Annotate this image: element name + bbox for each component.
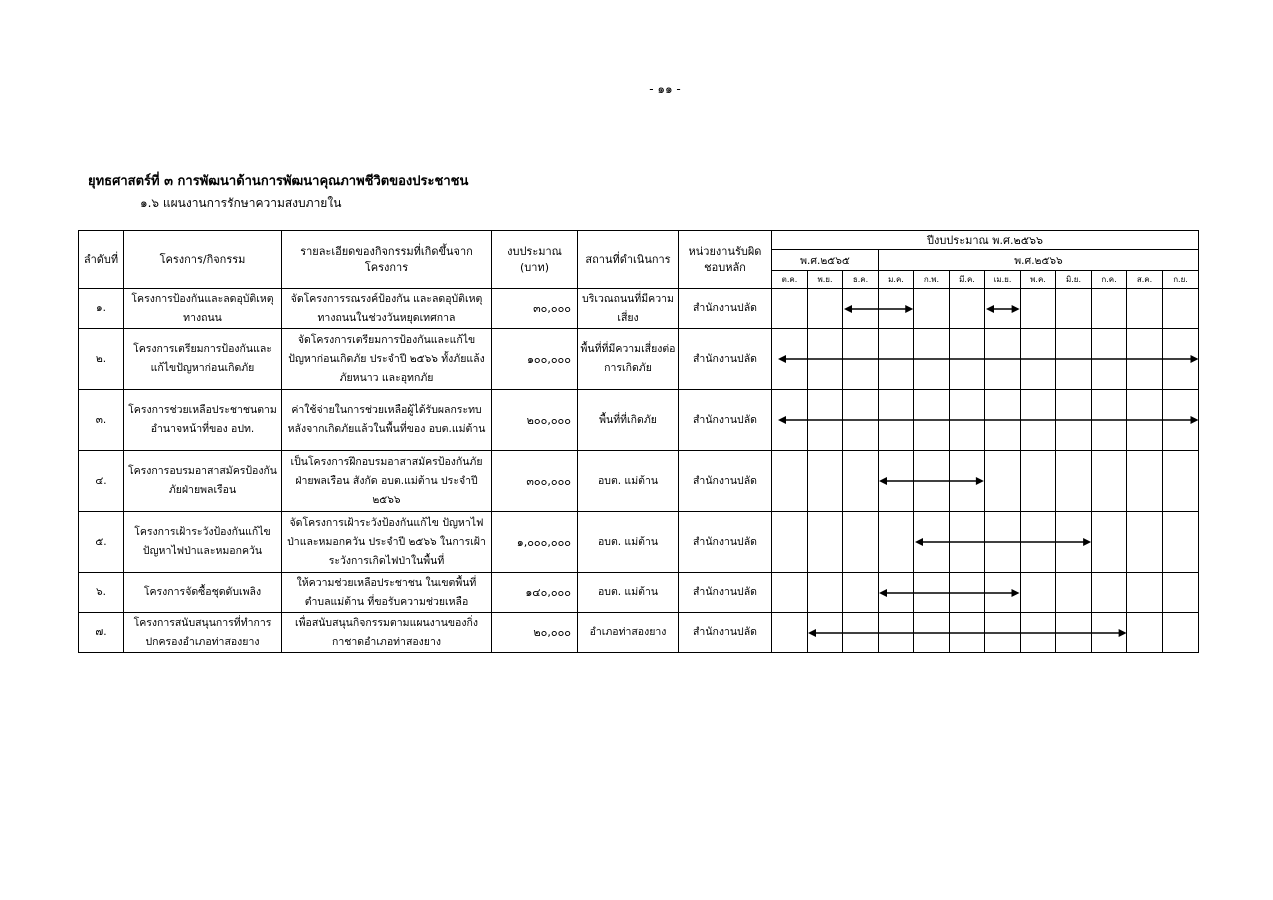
month-cell xyxy=(1056,451,1092,512)
project-budget: ๑๔๐,๐๐๐ xyxy=(492,573,578,613)
month-cell xyxy=(1163,613,1199,653)
month-cell xyxy=(1127,451,1163,512)
month-cell xyxy=(772,289,808,329)
month-header: ก.พ. xyxy=(914,271,950,289)
project-name: โครงการอบรมอาสาสมัครป้องกันภัยฝ่ายพลเรือน xyxy=(124,451,282,512)
header-fiscal-year: ปีงบประมาณ พ.ศ.๒๕๖๖ xyxy=(772,231,1199,250)
month-cell xyxy=(772,512,808,573)
table-row xyxy=(79,289,1199,329)
header-unit: หน่วยงานรับผิดชอบหลัก xyxy=(679,231,772,289)
month-cell xyxy=(914,289,950,329)
month-cell xyxy=(879,512,914,573)
project-detail: ค่าใช้จ่ายในการช่วยเหลือผู้ได้รับผลกระทบหลังจากเกิดภัยแล้วในพื้นที่ของ อบต.แม่ต้าน xyxy=(282,390,492,451)
month-cell xyxy=(1021,451,1056,512)
project-location: พื้นที่ที่มีความเสี่ยงต่อการเกิดภัย xyxy=(578,329,679,390)
project-budget: ๓๐๐,๐๐๐ xyxy=(492,451,578,512)
project-name: โครงการสนับสนุนการที่ทำการปกครองอำเภอท่าสองยาง xyxy=(124,613,282,653)
month-cell xyxy=(808,512,843,573)
table-row xyxy=(79,573,1199,613)
row-number: ๓. xyxy=(79,390,124,451)
project-location: อบต. แม่ต้าน xyxy=(578,573,679,613)
project-detail: จัดโครงการเตรียมการป้องกันและแก้ไขปัญหาก่อนเกิดภัย ประจำปี ๒๕๖๖ ทั้งภัยแล้ง ภัยหนาว และอุทกภัย xyxy=(282,329,492,390)
project-budget: ๒๐,๐๐๐ xyxy=(492,613,578,653)
row-number: ๑. xyxy=(79,289,124,329)
month-cell xyxy=(1127,613,1163,653)
project-detail: จัดโครงการรณรงค์ป้องกัน และลดอุบัติเหตุทางถนนในช่วงวันหยุดเทศกาล xyxy=(282,289,492,329)
project-detail: เป็นโครงการฝึกอบรมอาสาสมัครป้องกันภัยฝ่ายพลเรือน สังกัด อบต.แม่ต้าน ประจำปี ๒๕๖๖ xyxy=(282,451,492,512)
month-header: ส.ค. xyxy=(1127,271,1163,289)
month-header: ก.ย. xyxy=(1163,271,1199,289)
project-location: อบต. แม่ต้าน xyxy=(578,512,679,573)
responsible-unit: สำนักงานปลัด xyxy=(679,390,772,451)
project-budget: ๓๐,๐๐๐ xyxy=(492,289,578,329)
project-budget: ๒๐๐,๐๐๐ xyxy=(492,390,578,451)
month-cell xyxy=(985,451,1021,512)
month-cell xyxy=(1092,289,1127,329)
month-cell xyxy=(1056,573,1092,613)
timeline-arrow xyxy=(843,303,915,315)
project-plan-table xyxy=(78,230,1199,653)
month-header: ก.ค. xyxy=(1092,271,1127,289)
project-name: โครงการป้องกันและลดอุบัติเหตุทางถนน xyxy=(124,289,282,329)
project-detail: จัดโครงการเฝ้าระวังป้องกันแก้ไข ปัญหาไฟป่าและหมอกควัน ประจำปี ๒๕๖๖ ในการเฝ้าระวังการเกิดไฟป่าในพื้นที่ xyxy=(282,512,492,573)
month-cell xyxy=(808,289,843,329)
month-header: มี.ค. xyxy=(950,271,985,289)
timeline-arrow xyxy=(878,587,1021,599)
project-location: บริเวณถนนที่มีความเสี่ยง xyxy=(578,289,679,329)
month-cell xyxy=(843,512,879,573)
month-cell xyxy=(772,573,808,613)
month-header: พ.ย. xyxy=(808,271,843,289)
timeline-arrow xyxy=(777,414,1200,426)
month-header: ม.ค. xyxy=(879,271,914,289)
month-cell xyxy=(1163,573,1199,613)
header-year-2565: พ.ศ.๒๕๖๕ xyxy=(772,250,879,271)
responsible-unit: สำนักงานปลัด xyxy=(679,613,772,653)
month-cell xyxy=(772,613,808,653)
month-cell xyxy=(1092,512,1127,573)
month-cell xyxy=(1163,451,1199,512)
month-cell xyxy=(843,573,879,613)
responsible-unit: สำนักงานปลัด xyxy=(679,512,772,573)
month-cell xyxy=(1021,289,1056,329)
project-name: โครงการเตรียมการป้องกันและแก้ไขปัญหาก่อนเกิดภัย xyxy=(124,329,282,390)
row-number: ๔. xyxy=(79,451,124,512)
project-budget: ๑๐๐,๐๐๐ xyxy=(492,329,578,390)
header-no: ลำดับที่ xyxy=(79,231,124,289)
plan-subheading: ๑.๖ แผนงานการรักษาความสงบภายใน xyxy=(140,196,342,210)
project-location: พื้นที่ที่เกิดภัย xyxy=(578,390,679,451)
responsible-unit: สำนักงานปลัด xyxy=(679,573,772,613)
timeline-arrow xyxy=(777,353,1200,365)
row-number: ๒. xyxy=(79,329,124,390)
strategy-heading: ยุทธศาสตร์ที่ ๓ การพัฒนาด้านการพัฒนาคุณภาพชีวิตของประชาชน xyxy=(88,174,469,189)
row-number: ๗. xyxy=(79,613,124,653)
table-row xyxy=(79,451,1199,512)
month-cell xyxy=(1163,289,1199,329)
project-detail: เพื่อสนับสนุนกิจกรรมตามแผนงานของกิ่งกาชาดอำเภอท่าสองยาง xyxy=(282,613,492,653)
month-header: มิ.ย. xyxy=(1056,271,1092,289)
project-location: อบต. แม่ต้าน xyxy=(578,451,679,512)
month-header: ธ.ค. xyxy=(843,271,879,289)
month-cell xyxy=(1092,573,1127,613)
timeline-arrow xyxy=(985,303,1021,315)
month-cell xyxy=(808,573,843,613)
row-number: ๖. xyxy=(79,573,124,613)
timeline-arrow xyxy=(807,627,1128,639)
month-cell xyxy=(1127,289,1163,329)
responsible-unit: สำนักงานปลัด xyxy=(679,329,772,390)
header-detail: รายละเอียดของกิจกรรมที่เกิดขึ้นจากโครงการ xyxy=(282,231,492,289)
project-name: โครงการช่วยเหลือประชาชนตามอำนาจหน้าที่ของ อปท. xyxy=(124,390,282,451)
month-header: พ.ค. xyxy=(1021,271,1056,289)
project-budget: ๑,๐๐๐,๐๐๐ xyxy=(492,512,578,573)
project-location: อำเภอท่าสองยาง xyxy=(578,613,679,653)
project-name: โครงการเฝ้าระวังป้องกันแก้ไขปัญหาไฟป่าและหมอกควัน xyxy=(124,512,282,573)
month-header: ต.ค. xyxy=(772,271,808,289)
header-location: สถานที่ดำเนินการ xyxy=(578,231,679,289)
responsible-unit: สำนักงานปลัด xyxy=(679,451,772,512)
header-year-2566: พ.ศ.๒๕๖๖ xyxy=(879,250,1199,271)
month-cell xyxy=(772,451,808,512)
timeline-arrow xyxy=(878,475,985,487)
row-number: ๕. xyxy=(79,512,124,573)
timeline-arrow xyxy=(914,536,1093,548)
month-cell xyxy=(950,289,985,329)
page-number: - ๑๑ - xyxy=(649,82,681,96)
month-cell xyxy=(843,451,879,512)
month-cell xyxy=(1127,512,1163,573)
month-cell xyxy=(1056,289,1092,329)
project-detail: ให้ความช่วยเหลือประชาชน ในเขตพื้นที่ตำบลแม่ต้าน ที่ขอรับความช่วยเหลือ xyxy=(282,573,492,613)
month-header: เม.ย. xyxy=(985,271,1021,289)
month-cell xyxy=(808,451,843,512)
header-budget: งบประมาณ (บาท) xyxy=(492,231,578,289)
month-cell xyxy=(1092,451,1127,512)
project-name: โครงการจัดซื้อชุดดับเพลิง xyxy=(124,573,282,613)
month-cell xyxy=(1021,573,1056,613)
header-project: โครงการ/กิจกรรม xyxy=(124,231,282,289)
responsible-unit: สำนักงานปลัด xyxy=(679,289,772,329)
month-cell xyxy=(1163,512,1199,573)
month-cell xyxy=(1127,573,1163,613)
